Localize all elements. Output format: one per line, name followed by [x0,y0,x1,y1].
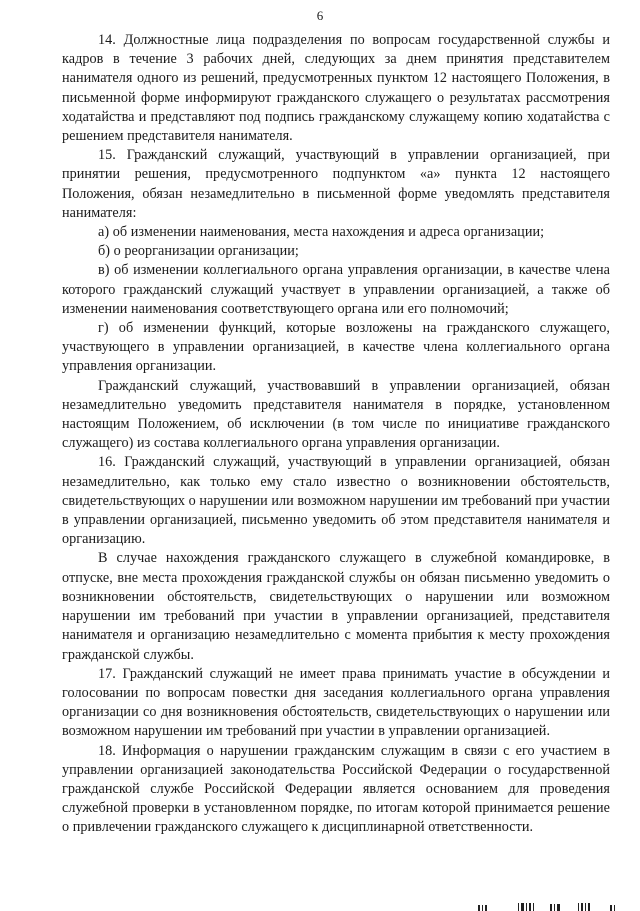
list-item-v: в) об изменении коллегиального органа управления организации, в качестве члена которого гражданский служащий участвует в управлении организацией, а также об изменении наименования соответствующего органа или его полномочий; [62,262,610,317]
paragraph-14: 14. Должностные лица подразделения по вопросам государственной службы и кадров в течение 3 рабочих дней, следующих за днем принятия представителем нанимателя одного из решений, предусмотренных пунктом 12 настоящего Положения, в письменной форме информируют гражданского служащего о результатах рассмотрения ходатайства и представляют под подпись гражданскому служащему копию ходатайства с решением представителя нанимателя. [62,32,610,145]
page-number: 6 [316,8,324,23]
document-body [62,31,610,838]
paragraph-16: 16. Гражданский служащий, участвующий в управлении организацией, обязан незамедлительно, как только ему стало известно о возникновении обстоятельств, свидетельствующих о нарушении или возможном нарушении им требований при участии в управлении организацией, письменно уведомить об этом представителя нанимателя и организацию. [62,454,610,548]
paragraph-16-continued: В случае нахождения гражданского служащего в служебной командировке, в отпуске, вне места прохождения гражданской службы он обязан письменно уведомить о возникновении обстоятельств, свидетельствующих о нарушении или возможном нарушении им требований при участии в управлении организацией, представителя нанимателя и организацию незамедлительно с момента прибытия к месту прохождения гражданской службы. [62,550,610,663]
list-item-g: г) об изменении функций, которые возложены на гражданского служащего, участвующего в управлении организацией, в качестве члена коллегиального органа управления организации. [62,320,610,375]
list-item-b: б) о реорганизации организации; [98,243,299,260]
paragraph-15-continued: Гражданский служащий, участвовавший в управлении организацией, обязан незамедлительно уведомить представителя нанимателя в порядке, установленном настоящим Положением, об исключении (в том числе по инициативе гражданского служащего) из состава коллегиального органа управления организации. [62,377,610,452]
paragraph-18: 18. Информация о нарушении гражданским служащим в связи с его участием в управлении организацией законодательства Российской Федерации о государственной гражданской службе Российской Федерации является основанием для проведения служебной проверки в установленном порядке, по итогам которой принимается решение о привлечении гражданского служащего к дисциплинарной ответственности. [62,742,610,836]
paragraph-17: 17. Гражданский служащий не имеет права принимать участие в обсуждении и голосовании по вопросам повестки дня заседания коллегиального органа управления организации со дня возникновения обстоятельств, свидетельствующих о нарушении или возможном нарушении им требований при участии в управлении организацией. [62,665,610,740]
list-item-a: а) об изменении наименования, места нахождения и адреса организации; [98,224,545,241]
scan-barcode-marks [470,899,640,911]
paragraph-15: 15. Гражданский служащий, участвующий в управлении организацией, при принятии решения, предусмотренного подпунктом «а» пункта 12 настоящего Положения, обязан незамедлительно в письменной форме уведомлять представителя нанимателя: [62,147,610,221]
